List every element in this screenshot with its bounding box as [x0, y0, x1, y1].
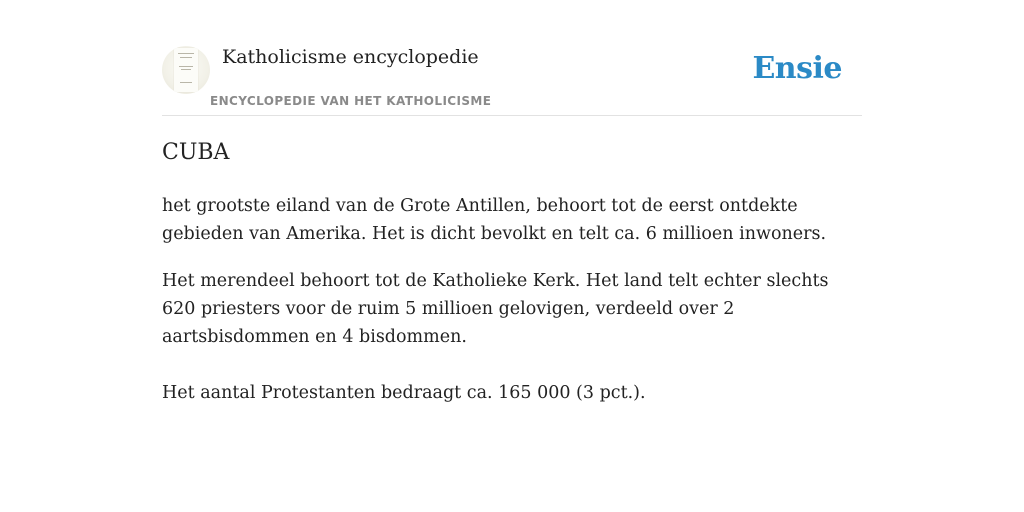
book-cover-page: [174, 48, 198, 92]
ensie-logo[interactable]: Ensie: [752, 51, 842, 86]
cover-line: [179, 66, 193, 67]
cover-line: [180, 57, 192, 58]
site-header: [162, 0, 862, 116]
article-paragraph: Het aantal Protestanten bedraagt ca. 165 000 (3 pct.).: [162, 383, 646, 403]
book-cover-thumbnail[interactable]: [162, 46, 210, 94]
cover-line: [180, 82, 192, 83]
cover-line: [178, 53, 194, 54]
page-container: [162, 0, 862, 403]
article-paragraph: het grootste eiland van de Grote Antillen, behoort tot de eerst ontdekte gebieden van Amerika. Het is dicht bevolkt en telt ca. 6 millioen inwoners.: [162, 196, 827, 244]
site-subtitle: ENCYCLOPEDIE VAN HET KATHOLICISME: [210, 94, 492, 108]
article-title: CUBA: [162, 140, 230, 165]
cover-line: [181, 69, 191, 70]
article-paragraph: Het merendeel behoort tot de Katholieke Kerk. Het land telt echter slechts 620 priesters voor de ruim 5 millioen gelovigen, verdeeld over 2 aartsbisdommen en 4 bisdommen.: [162, 271, 829, 347]
site-title[interactable]: Katholicisme encyclopedie: [222, 46, 479, 68]
